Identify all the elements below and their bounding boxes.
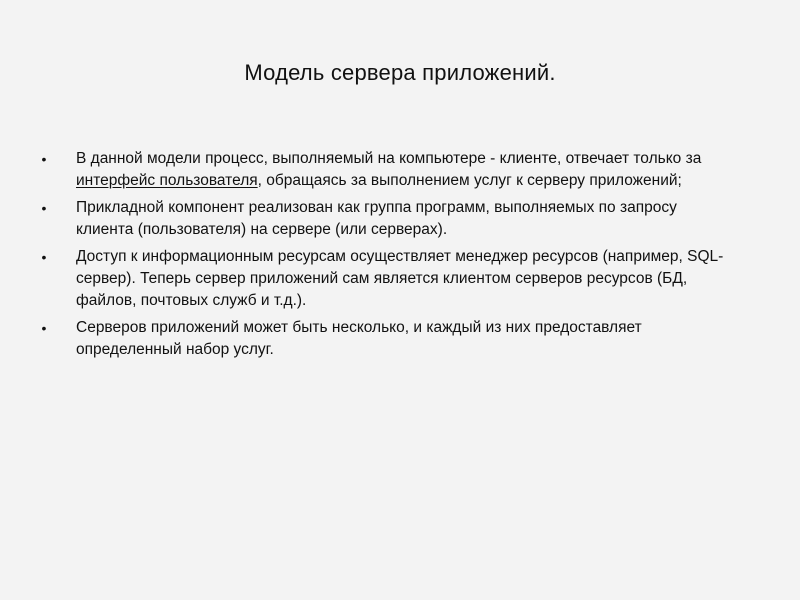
bullet-marker: • [41, 151, 47, 167]
bullet-text-before-link: В данной модели процесс, выполняемый на компьютере - клиенте, отвечает только за [76, 150, 702, 167]
bullet-text: Серверов приложений может быть несколько, и каждый из них предоставляет определенный набор услуг. [76, 319, 642, 358]
bullet-text: Прикладной компонент реализован как группа программ, выполняемых по запросу клиента (пользователя) на сервере (или серверах). [76, 199, 677, 238]
user-interface-link[interactable]: интерфейс пользователя [76, 172, 258, 189]
bullet-text: Доступ к информационным ресурсам осуществляет менеджер ресурсов (например, SQL-сервер). Теперь сервер приложений сам является клиентом серверов ресурсов (БД, файлов, почтовых служб и т.д.). [76, 248, 724, 309]
bullet-item-1 [41, 148, 736, 192]
bullet-marker: • [41, 200, 47, 216]
bullet-marker: • [41, 249, 47, 265]
bullet-text-after-link: , обращаясь за выполнением услуг к серверу приложений; [257, 172, 682, 189]
bullet-list [41, 148, 736, 366]
bullet-item-3 [41, 246, 736, 312]
bullet-marker: • [41, 320, 47, 336]
bullet-item-2 [41, 197, 736, 241]
bullet-item-4 [41, 317, 736, 361]
slide-title: Модель сервера приложений. [244, 60, 556, 85]
